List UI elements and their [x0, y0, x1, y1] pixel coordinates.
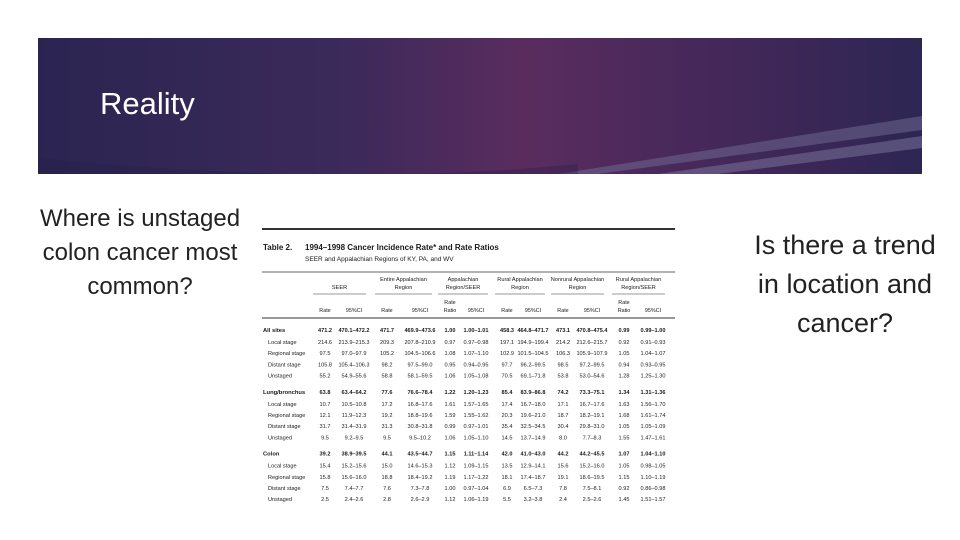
table-cell: 1.31–1.36 [640, 389, 666, 396]
table-cell: 105.2 [380, 351, 394, 358]
table-cell: 31.4–31.9 [341, 424, 367, 431]
table-cell: 1.06–1.19 [463, 497, 489, 504]
table-cell: 1.20–1.23 [463, 389, 489, 396]
section-label: All sites [263, 328, 286, 334]
table-cell: 1.56–1.70 [640, 401, 666, 408]
table-cell: 3.2–3.8 [523, 497, 543, 504]
column-header: 95%CI [524, 308, 542, 314]
table-cell: 0.91–0.93 [640, 340, 666, 346]
table-cell: 18.4–19.2 [407, 474, 433, 481]
table-cell: 1.15 [444, 451, 456, 458]
table-cell: 469.9–473.6 [404, 328, 436, 334]
table-cell: 19.6–21.0 [520, 413, 546, 419]
row-label: Distant stage [268, 362, 301, 369]
table-cell: 15.6 [557, 463, 569, 470]
row-label: Unstaged [268, 373, 292, 380]
table-cell: 15.0 [381, 463, 393, 470]
column-header: 95%CI [644, 308, 662, 314]
table-cell: 83.9–86.8 [520, 389, 546, 396]
table-cell: 6.5–7.3 [523, 486, 543, 492]
table-cell: 1.10–1.19 [640, 474, 666, 481]
table-cell: 1.04–1.10 [640, 451, 666, 458]
table-cell: 1.45 [618, 497, 630, 504]
table-cell: 7.7–8.3 [582, 435, 602, 442]
column-header: 95%CI [345, 308, 363, 314]
incidence-table [262, 228, 675, 518]
table-cell: 97.0–97.9 [341, 351, 367, 358]
table-cell: 96.2–99.5 [520, 362, 546, 369]
table-cell: 15.2–16.0 [579, 463, 605, 470]
table-cell: 77.6 [381, 389, 393, 396]
table-cell: 104.5–106.6 [404, 351, 436, 358]
incidence-table-image [262, 228, 675, 518]
table-cell: 17.2 [381, 401, 393, 408]
table-cell: 7.6 [383, 486, 391, 492]
table-cell: 44.1 [381, 451, 393, 458]
table-cell: 16.8–17.6 [407, 401, 433, 408]
column-header: 95%CI [583, 308, 601, 314]
table-cell: 470.8–475.4 [576, 328, 608, 334]
column-header: 95%CI [467, 308, 485, 314]
table-cell: 473.1 [556, 328, 570, 334]
table-subtitle: SEER and Appalachian Regions of KY, PA, and WV [305, 256, 454, 263]
table-cell: 214.6 [318, 340, 332, 346]
group-header: Appalachian [447, 277, 479, 283]
table-cell: 32.5–34.5 [520, 424, 546, 431]
table-cell: 16.7–18.0 [520, 401, 546, 408]
table-cell: 53.8 [557, 373, 569, 380]
table-cell: 98.5 [557, 362, 569, 369]
table-cell: 18.7 [557, 413, 569, 419]
table-cell: 19.2 [381, 413, 393, 419]
table-cell: 18.6–19.5 [579, 474, 605, 481]
table-cell: 2.4–2.6 [344, 497, 364, 504]
table-cell: 85.4 [501, 389, 513, 396]
table-cell: 1.68 [618, 413, 630, 419]
table-cell: 1.12 [444, 497, 456, 504]
table-cell: 7.5 [321, 486, 329, 492]
table-cell: 2.5–2.6 [582, 497, 602, 504]
table-cell: 1.06 [444, 373, 456, 380]
table-cell: 106.3 [556, 351, 570, 358]
row-label: Distant stage [268, 424, 301, 431]
table-cell: 10.5–10.8 [341, 401, 367, 408]
table-cell: 13.5 [501, 463, 513, 470]
table-cell: 18.1 [501, 474, 513, 481]
table-cell: 194.9–199.4 [517, 340, 549, 346]
group-header: Rural Appalachian [497, 277, 543, 283]
group-header: Region [511, 285, 529, 291]
column-header: Rate [381, 308, 393, 314]
slide-title: Reality [100, 86, 195, 121]
table-cell: 7.4–7.7 [344, 486, 364, 492]
table-cell: 105.8 [318, 362, 332, 369]
table-cell: 2.6–2.9 [410, 497, 430, 504]
table-label: Table 2. [263, 243, 293, 252]
table-cell: 98.2 [381, 362, 393, 369]
column-header: Ratio [443, 308, 457, 314]
table-cell: 1.00–1.01 [463, 328, 489, 334]
table-cell: 7.5–8.1 [582, 486, 602, 492]
table-cell: 0.99–1.00 [640, 328, 666, 334]
table-cell: 58.8 [381, 373, 393, 380]
group-header: Region/SEER [621, 285, 656, 291]
table-cell: 1.55 [618, 435, 630, 442]
table-cell: 1.25–1.30 [640, 373, 666, 380]
table-cell: 73.3–75.1 [579, 389, 605, 396]
table-cell: 1.04–1.07 [640, 351, 666, 358]
table-cell: 207.8–210.9 [404, 340, 436, 346]
table-cell: 0.97–1.04 [463, 486, 489, 492]
table-cell: 55.2 [319, 373, 331, 380]
table-cell: 0.94–0.95 [463, 362, 489, 369]
table-cell: 471.2 [318, 328, 332, 334]
row-label: Regional stage [268, 474, 306, 481]
table-cell: 1.15 [618, 474, 630, 481]
table-cell: 209.3 [380, 340, 394, 346]
table-cell: 197.1 [500, 340, 514, 346]
table-cell: 1.12 [444, 463, 456, 470]
row-label: Local stage [268, 463, 297, 470]
table-cell: 12.9–14.1 [520, 463, 546, 470]
table-cell: 15.2–15.6 [341, 463, 367, 470]
table-cell: 1.19 [444, 474, 456, 481]
table-cell: 76.6–78.4 [407, 389, 433, 396]
row-label: Regional stage [268, 413, 306, 419]
table-cell: 9.5 [321, 435, 329, 442]
table-cell: 30.4 [557, 424, 569, 431]
table-cell: 471.7 [380, 328, 394, 334]
table-cell: 458.3 [500, 328, 514, 334]
table-cell: 16.7–17.6 [579, 401, 605, 408]
table-cell: 1.34 [618, 389, 630, 396]
row-label: Distant stage [268, 486, 301, 492]
table-cell: 0.92 [618, 340, 630, 346]
column-header: Ratio [617, 308, 631, 314]
table-cell: 13.7–14.9 [520, 435, 546, 442]
table-cell: 31.3 [381, 424, 393, 431]
column-header: Rate [444, 300, 456, 306]
table-cell: 1.11–1.14 [463, 451, 489, 458]
table-cell: 97.5–99.0 [407, 362, 433, 369]
table-cell: 1.57–1.65 [463, 401, 489, 408]
table-cell: 35.4 [501, 424, 513, 431]
table-cell: 1.05–1.10 [463, 435, 489, 442]
table-cell: 0.93–0.95 [640, 362, 666, 369]
table-cell: 42.0 [501, 451, 513, 458]
table-cell: 44.2 [557, 451, 569, 458]
table-cell: 15.8 [319, 474, 331, 481]
table-cell: 7.3–7.8 [410, 486, 430, 492]
table-cell: 0.86–0.98 [640, 486, 666, 492]
row-label: Local stage [268, 340, 297, 346]
table-cell: 58.1–59.5 [407, 373, 433, 380]
table-cell: 470.1–472.2 [338, 328, 370, 334]
table-cell: 1.55–1.62 [463, 413, 489, 419]
table-cell: 105.9–107.9 [576, 351, 608, 358]
table-cell: 41.0–43.0 [520, 451, 546, 458]
column-header: Rate [618, 300, 630, 306]
table-cell: 1.05 [618, 463, 630, 470]
row-label: Regional stage [268, 351, 306, 358]
table-cell: 17.4 [501, 401, 513, 408]
table-cell: 0.92 [618, 486, 630, 492]
table-cell: 1.00 [444, 486, 456, 492]
table-cell: 97.5 [319, 351, 331, 358]
table-cell: 9.2–9.5 [344, 435, 364, 442]
table-cell: 105.4–106.3 [338, 362, 370, 369]
table-cell: 11.9–12.3 [341, 413, 367, 419]
table-cell: 1.08 [444, 351, 456, 358]
table-cell: 14.6–15.3 [407, 463, 433, 470]
table-cell: 1.09–1.15 [463, 463, 489, 470]
table-cell: 212.6–215.7 [576, 340, 608, 346]
table-cell: 54.9–55.6 [341, 373, 367, 380]
table-cell: 1.07–1.10 [463, 351, 489, 358]
table-cell: 1.22 [444, 389, 456, 396]
table-cell: 0.98–1.05 [640, 463, 666, 470]
group-header: Region/SEER [445, 285, 481, 291]
table-cell: 97.2–99.5 [579, 362, 605, 369]
table-cell: 5.5 [503, 497, 511, 504]
right-question: Is there a trend in location and cancer? [754, 230, 936, 338]
table-cell: 0.97 [444, 340, 456, 346]
table-cell: 14.5 [501, 435, 513, 442]
table-cell: 69.1–71.8 [520, 373, 546, 380]
column-header: Rate [501, 308, 513, 314]
table-cell: 18.8–19.6 [407, 413, 433, 419]
group-header: SEER [331, 285, 348, 291]
table-cell: 0.99 [444, 424, 456, 431]
table-cell: 1.59 [444, 413, 456, 419]
group-header: Rural Appalachian [615, 277, 662, 283]
row-label: Local stage [268, 401, 297, 408]
table-cell: 102.9 [500, 351, 514, 358]
table-cell: 1.17–1.22 [463, 474, 489, 481]
table-cell: 12.1 [319, 413, 331, 419]
table-cell: 39.2 [319, 451, 331, 458]
table-cell: 2.4 [559, 497, 567, 504]
table-cell: 0.94 [618, 362, 630, 369]
table-cell: 0.97–1.01 [463, 424, 489, 431]
table-cell: 9.5–10.2 [409, 435, 431, 442]
column-header: Rate [557, 308, 569, 314]
table-cell: 15.4 [319, 463, 331, 470]
table-cell: 0.99 [618, 328, 630, 334]
table-cell: 1.63 [618, 401, 630, 408]
table-cell: 1.00 [444, 328, 456, 334]
table-cell: 31.7 [319, 424, 331, 431]
table-cell: 1.05–1.09 [640, 424, 666, 431]
table-cell: 15.6–16.0 [341, 474, 367, 481]
table-cell: 9.5 [383, 435, 391, 442]
table-cell: 0.97–0.98 [463, 340, 489, 346]
table-cell: 17.1 [557, 401, 569, 408]
table-cell: 53.0–54.6 [579, 373, 605, 380]
table-cell: 2.5 [321, 497, 329, 504]
table-cell: 10.7 [319, 401, 331, 408]
table-cell: 1.47–1.61 [640, 435, 666, 442]
table-cell: 17.4–18.7 [520, 474, 546, 481]
table-cell: 1.05–1.08 [463, 373, 489, 380]
table-cell: 29.8–31.0 [579, 424, 605, 431]
table-title: 1994–1998 Cancer Incidence Rate* and Rate Ratios [305, 243, 499, 252]
table-cell: 1.61–1.74 [640, 413, 666, 419]
table-cell: 44.2–45.5 [579, 451, 605, 458]
section-label: Colon [263, 451, 280, 458]
table-cell: 19.1 [557, 474, 569, 481]
column-header: Rate [319, 308, 331, 314]
table-cell: 97.7 [501, 362, 513, 369]
table-cell: 101.5–104.5 [517, 351, 549, 358]
table-cell: 30.8–31.8 [407, 424, 433, 431]
table-cell: 18.2–19.1 [579, 413, 605, 419]
group-header: Nonrural Appalachian [550, 277, 605, 283]
table-cell: 1.05 [618, 351, 630, 358]
group-header: Entire Appalachian [380, 277, 427, 283]
table-cell: 1.05 [618, 424, 630, 431]
table-cell: 7.8 [559, 486, 567, 492]
row-label: Unstaged [268, 435, 292, 442]
table-cell: 63.8 [319, 389, 331, 396]
table-cell: 6.9 [503, 486, 511, 492]
table-cell: 63.4–64.2 [341, 389, 367, 396]
table-cell: 18.8 [381, 474, 393, 481]
table-cell: 464.8–471.7 [517, 328, 549, 334]
table-cell: 1.07 [618, 451, 630, 458]
table-cell: 213.9–215.3 [338, 340, 370, 346]
group-header: Region [568, 285, 587, 291]
table-cell: 74.2 [557, 389, 569, 396]
table-cell: 214.2 [556, 340, 570, 346]
table-cell: 8.0 [559, 435, 567, 442]
group-header: Region [394, 285, 413, 291]
table-cell: 38.9–39.5 [341, 451, 367, 458]
left-question: Where is unstaged colon cancer most common? [39, 205, 241, 300]
table-cell: 20.3 [501, 413, 513, 419]
table-cell: 0.95 [444, 362, 456, 369]
table-cell: 1.06 [444, 435, 456, 442]
table-cell: 1.28 [618, 373, 630, 380]
section-label: Lung/bronchus [263, 389, 306, 396]
row-label: Unstaged [268, 497, 292, 504]
table-cell: 1.61 [444, 401, 456, 408]
table-cell: 2.8 [383, 497, 391, 504]
table-cell: 70.5 [501, 373, 513, 380]
table-cell: 43.5–44.7 [407, 451, 433, 458]
column-header: 95%CI [411, 308, 429, 314]
table-cell: 1.51–1.57 [640, 497, 666, 504]
